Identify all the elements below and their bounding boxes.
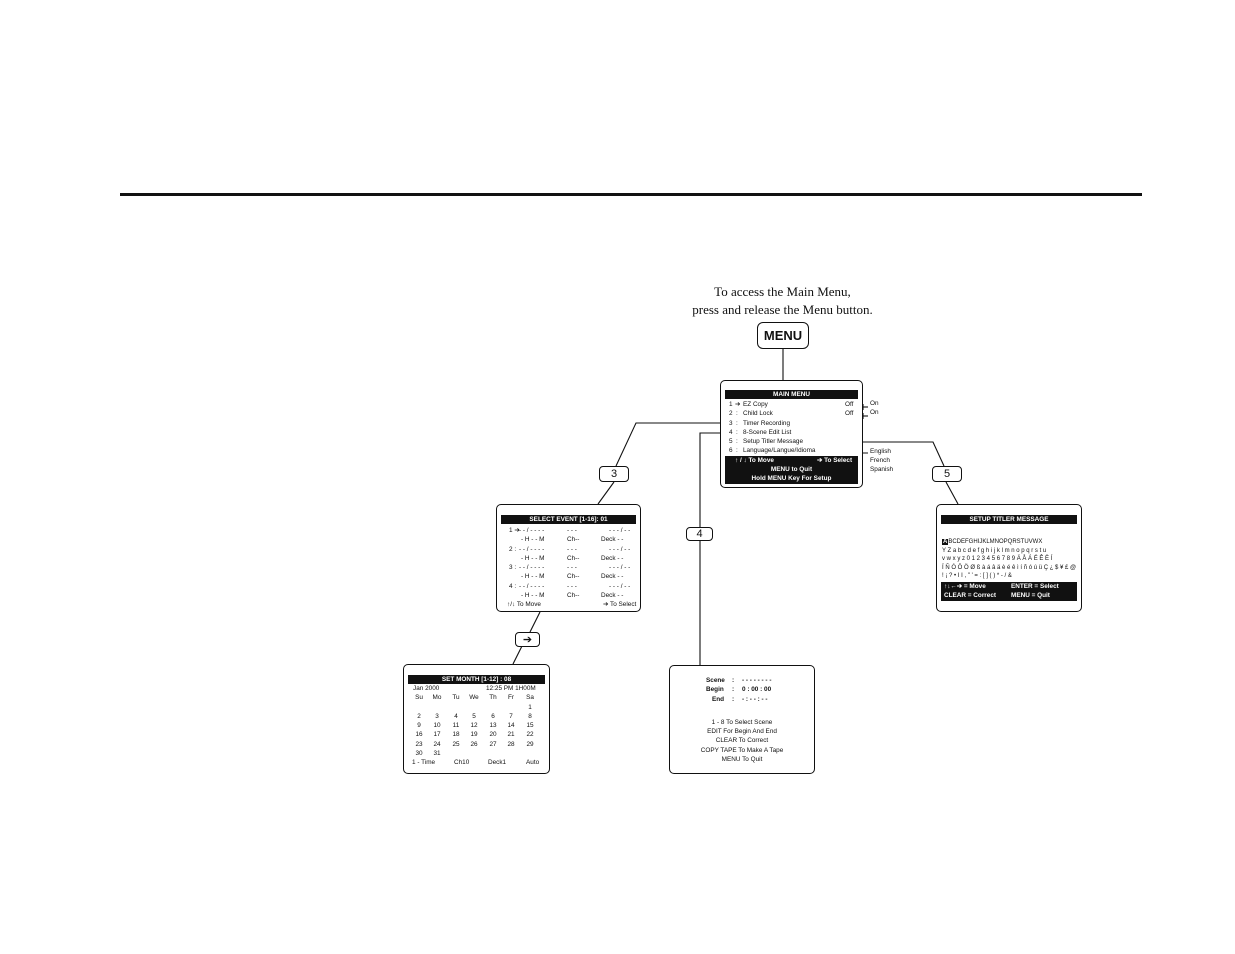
main-menu-screen [720, 380, 863, 488]
footer-speed: Auto [526, 759, 540, 767]
calendar-month: Jan 2000 [413, 685, 440, 692]
event-channel: Ch-- [567, 536, 580, 544]
menu-item-label: Timer Recording [743, 419, 790, 427]
menu-button[interactable] [757, 322, 809, 349]
calendar-day[interactable]: 3 [435, 712, 439, 720]
calendar-day[interactable]: 7 [509, 712, 513, 720]
calendar-day[interactable]: 18 [452, 731, 460, 739]
footer-mode: 1 - Time [412, 759, 436, 767]
calendar-day[interactable]: 1 [528, 703, 532, 711]
arrow-right-icon: ➔ [522, 634, 533, 646]
event-entry-2[interactable] [497, 545, 640, 564]
event-deck: Deck - - [601, 554, 624, 562]
calendar-day[interactable]: 31 [433, 750, 441, 758]
character-row: v w x y z 0 1 2 3 4 5 6 7 8 9 Ä Å Á É Ê Ë Í [942, 556, 1053, 563]
scene-field[interactable] [670, 676, 814, 685]
calendar-day[interactable]: 30 [415, 750, 423, 758]
language-option-spanish: Spanish [870, 466, 894, 473]
menu-item-scene-edit[interactable]: 4 : 8-Scene Edit List [729, 428, 792, 436]
language-option-french: French [870, 457, 890, 464]
calendar-day[interactable]: 29 [526, 740, 534, 748]
field-value: - - - - - - - - [742, 677, 772, 684]
calendar-day[interactable]: 11 [452, 722, 460, 730]
weekday: Th [489, 694, 497, 702]
event-deck: Deck - - [601, 536, 624, 544]
field-value: 0 : 00 : 00 [742, 686, 772, 694]
calendar-day[interactable]: 5 [472, 712, 476, 720]
main-menu-title: MAIN MENU [725, 390, 858, 399]
menu-item-label: Setup Titler Message [743, 438, 804, 446]
menu-item-value: Off [845, 401, 854, 408]
main-menu-footer [725, 456, 858, 484]
weekday: We [469, 694, 479, 702]
event-entry-4[interactable] [497, 582, 640, 601]
footer-move-hint: ↑↓←➔ = Move [944, 582, 986, 590]
step-tag-3 [599, 466, 629, 482]
event-start: - - - [567, 527, 577, 534]
menu-item-label: 8-Scene Edit List [743, 428, 792, 436]
character-grid[interactable] [937, 538, 1081, 581]
menu-item-number: 4 [729, 428, 733, 436]
calendar-day[interactable]: 20 [489, 731, 497, 739]
event-entry-1[interactable] [497, 526, 640, 545]
instruction-line: EDIT For Begin And End [707, 728, 777, 736]
begin-field[interactable] [670, 685, 814, 694]
instruction-line: CLEAR To Correct [715, 737, 769, 745]
menu-item-label: Language/Langue/Idioma [743, 447, 816, 455]
menu-item-number: 2 [729, 410, 733, 418]
calendar-day[interactable]: 9 [417, 722, 421, 730]
event-duration: - H - - M [521, 573, 545, 581]
set-month-title: SET MONTH [1-12] : 08 [408, 675, 545, 684]
caption-line-1: To access the Main Menu, [714, 284, 851, 299]
calendar-day[interactable]: 27 [489, 740, 497, 748]
weekday: Tu [452, 694, 460, 702]
field-separator: : [732, 695, 735, 703]
footer-setup-hint: Hold MENU Key For Setup [751, 475, 832, 483]
menu-item-label: EZ Copy [743, 401, 768, 408]
calendar-day[interactable]: 25 [452, 740, 460, 748]
footer-select-hint: ENTER = Select [1011, 582, 1059, 590]
step-tag-5-label: 5 [943, 468, 951, 480]
titler-title: SETUP TITLER MESSAGE [941, 515, 1077, 524]
select-event-footer [497, 600, 640, 609]
set-month-footer [404, 758, 549, 767]
footer-select-hint: ➔ To Select [603, 601, 637, 609]
event-number: 1 ➔ [509, 527, 520, 534]
select-event-title: SELECT EVENT [1-16]: 01 [501, 515, 636, 524]
calendar-day[interactable]: 28 [507, 740, 515, 748]
calendar-day[interactable]: 13 [489, 722, 497, 730]
event-deck: Deck - - [601, 573, 624, 581]
calendar-header [404, 684, 549, 693]
field-separator: : [732, 686, 735, 694]
character-row: Ï Ñ Ó Ô Ö Ø ß à á â ä è é ê ì í ñ ó ú ü Ç ¿ $ ¥ £ @ [942, 564, 1077, 571]
calendar-day[interactable]: 10 [433, 722, 441, 730]
end-field[interactable] [670, 695, 814, 704]
calendar-day[interactable]: 15 [526, 722, 534, 730]
event-start: - - - [567, 582, 577, 590]
event-duration: - H - - M [521, 536, 545, 544]
step-tag-5 [932, 466, 962, 482]
event-deck: Deck - - [601, 592, 624, 600]
calendar-day[interactable]: 16 [415, 731, 423, 739]
instruction-line: 1 - 8 To Select Scene [711, 718, 773, 726]
event-date: - - / - - - - [519, 527, 545, 534]
field-separator: : [732, 677, 735, 684]
caption-line-2: press and release the Menu button. [692, 302, 873, 317]
menu-item-number: 6 [729, 447, 733, 455]
calendar-day[interactable]: 17 [433, 731, 441, 739]
event-start: - - - [567, 564, 577, 572]
weekday: Fr [507, 694, 515, 702]
footer-channel: Ch10 [454, 759, 470, 767]
event-date: - - / - - - - [519, 564, 545, 572]
event-end: - - - / - - [609, 545, 631, 553]
event-start: - - - [567, 545, 577, 553]
event-channel: Ch-- [567, 573, 580, 581]
menu-item-value: Off [845, 410, 854, 418]
footer-move-hint: ↑ / ↓ To Move [735, 456, 774, 464]
weekday: Su [415, 694, 423, 702]
calendar-week [404, 712, 549, 721]
event-entry-3[interactable] [497, 563, 640, 582]
ez-copy-alt-value: On [870, 400, 879, 407]
menu-item-timer-recording[interactable]: 3 : Timer Recording [729, 419, 790, 427]
titler-footer [941, 582, 1077, 601]
calendar-day[interactable]: 24 [433, 740, 441, 748]
event-end: - - - / - - [609, 527, 631, 534]
character-row: BCDEFGHIJKLMNOPQRSTUVWX [948, 539, 1043, 545]
arrow-key-tag [515, 632, 540, 647]
calendar-week [404, 749, 549, 758]
event-duration: - H - - M [521, 554, 545, 562]
menu-item-number: 5 [729, 438, 733, 446]
calendar-day[interactable]: 12 [470, 722, 478, 730]
step-tag-3-label: 3 [610, 468, 618, 480]
menu-item-ez-copy[interactable] [721, 400, 862, 409]
calendar-week [404, 740, 549, 749]
calendar-day[interactable]: 4 [454, 712, 458, 720]
footer-quit-hint: MENU to Quit [770, 466, 813, 474]
menu-button-label: MENU [763, 328, 803, 343]
arrow-right-icon: ➔ [735, 401, 741, 408]
character-row: ! ¡ ? • I I , " ' = : [ ] ( ) * - / & [942, 573, 1012, 580]
footer-move-hint: ↑/↓ To Move [507, 601, 541, 609]
calendar-day[interactable]: 6 [491, 712, 495, 720]
event-number: 3 : [509, 564, 517, 572]
footer-quit-hint: MENU = Quit [1011, 592, 1050, 600]
menu-item-number: 3 [729, 419, 733, 427]
set-month-screen [403, 664, 550, 774]
event-channel: Ch-- [567, 592, 580, 600]
calendar-week [404, 721, 549, 730]
weekday: Sa [526, 694, 534, 702]
event-number: 4 : [509, 582, 517, 590]
menu-item-child-lock[interactable]: 2 : Child Lock Off [729, 410, 854, 418]
child-lock-alt-value: On [870, 409, 879, 416]
field-value: - : - - : - - [742, 695, 768, 703]
event-number: 2 : [509, 545, 517, 553]
titler-screen [936, 504, 1082, 612]
select-event-screen [496, 504, 641, 612]
calendar-week [404, 703, 549, 712]
scene-edit-fields [670, 676, 814, 704]
event-channel: Ch-- [567, 554, 580, 562]
calendar-day[interactable]: 14 [507, 722, 515, 730]
footer-correct-hint: CLEAR = Correct [944, 592, 997, 600]
field-label: Begin [706, 686, 724, 694]
calendar-day[interactable]: 2 [417, 712, 421, 720]
menu-item-label: Child Lock [743, 410, 773, 418]
character-row: Y Z a b c d e f g h i j k l m n o p q r s t u [942, 547, 1047, 554]
menu-item-titler[interactable]: 5 : Setup Titler Message [729, 438, 804, 446]
event-duration: - H - - M [521, 592, 545, 600]
weekday: Mo [432, 694, 442, 702]
footer-deck: Deck1 [488, 759, 507, 767]
step-tag-4-label: 4 [696, 528, 703, 540]
calendar-weekdays [404, 693, 549, 702]
language-option-english: English [870, 448, 891, 455]
calendar-week [404, 730, 549, 739]
event-end: - - - / - - [609, 564, 631, 572]
menu-item-number: 1 [729, 401, 733, 408]
footer-select-hint: ➔ To Select [817, 456, 853, 464]
field-label: End [712, 695, 725, 703]
event-end: - - - / - - [609, 582, 631, 590]
calendar-day[interactable]: 19 [470, 731, 478, 739]
calendar-grid [404, 703, 549, 759]
instruction-line: MENU To Quit [721, 756, 763, 764]
calendar-time: 12:25 PM 1H00M [486, 685, 536, 692]
calendar-day[interactable]: 22 [526, 731, 534, 739]
selected-character[interactable]: A [943, 539, 948, 545]
event-date: - - / - - - - [519, 582, 545, 590]
calendar-day[interactable]: 21 [507, 731, 515, 739]
calendar-day[interactable]: 8 [528, 712, 532, 720]
step-tag-4 [686, 527, 713, 541]
scene-edit-instructions [670, 718, 814, 764]
field-label: Scene [706, 677, 725, 684]
scene-edit-screen [669, 665, 815, 774]
menu-item-language[interactable]: 6 : Language/Langue/Idioma [729, 447, 816, 455]
instruction-line: COPY TAPE To Make A Tape [700, 746, 784, 754]
calendar-day[interactable]: 23 [415, 740, 423, 748]
calendar-day[interactable]: 26 [470, 740, 478, 748]
event-date: - - / - - - - [519, 545, 545, 553]
